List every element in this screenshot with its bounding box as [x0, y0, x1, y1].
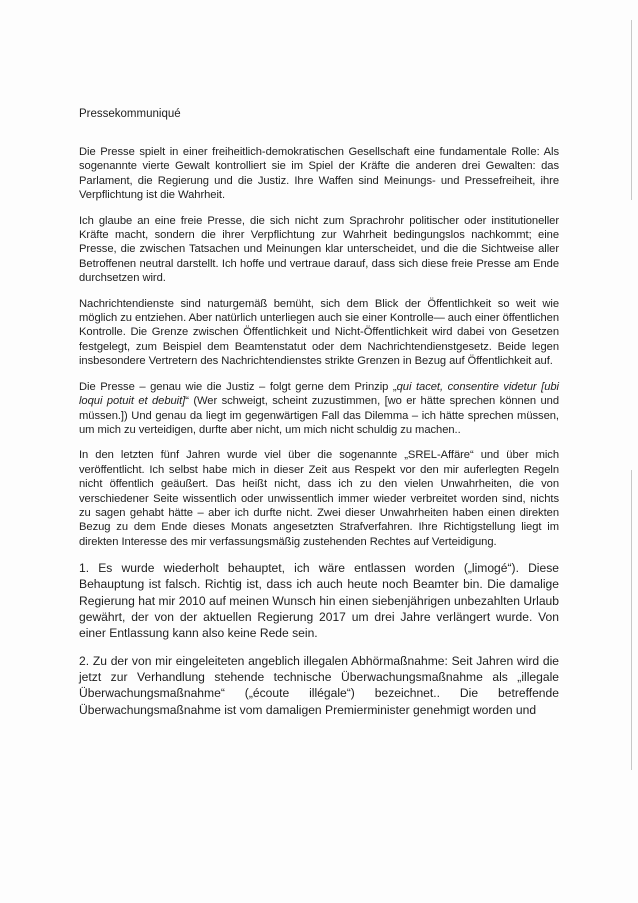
scan-edge-mark: [631, 470, 632, 770]
document-body: [79, 107, 559, 729]
latin-quote: qui tacet, consentire videtur [ubi loqui potuit et debuit]: [79, 380, 559, 408]
paragraph-text: “ (Wer schweigt, scheint zuzustimmen, [wo er hätte sprechen können und müssen.]) Und genau da liegt im gegenwärtigen Fall das Dilemma – ich hätte sprechen müssen, um mich zu verteidigen, durfte aber nicht, um mich nicht schuldig zu machen..: [79, 395, 559, 436]
paragraph-point-2: 2. Zu der von mir eingeleiteten angeblich illegalen Abhörmaßnahme: Seit Jahren wird die jetzt zur Verhandlung stehende technische Überwachungsmaßnahme als „illegale Überwachungsmaßnahme“ („écoute illégale“) bezeichnet.. Die betreffende Überwachungsmaßnahme ist vom damaligen Premierminister genehmigt worden und: [79, 653, 559, 717]
paragraph-intelligence-services: Nachrichtendienste sind naturgemäß bemüht, sich dem Blick der Öffentlichkeit so weit wie möglich zu entziehen. Aber natürlich unterliegen auch sie einer Kontrolle— auch einer öffentlichen Kontrolle. Die Grenze zwischen Öffentlichkeit und Nicht-Öffentlichkeit wird dabei von Gesetzen festgelegt, zum Beispiel dem Beamtenstatut oder dem Nachrichtendienstgesetz. Beide legen insbesondere Vertretern des Nachrichtendienstes strikte Grenzen in Bezug auf Öffentlichkeit auf.: [79, 297, 559, 368]
paragraph-point-1: 1. Es wurde wiederholt behauptet, ich wäre entlassen worden („limogé“). Diese Behauptung ist falsch. Richtig ist, dass ich auch heute noch Beamter bin. Die damalige Regierung hat mir 2010 auf meinen Wunsch hin einen siebenjährigen unbezahlten Urlaub gewährt, der von der aktuellen Regierung 2017 um drei Jahre verlängert wurde. Von einer Entlassung kann also keine Rede sein.: [79, 561, 559, 641]
paragraph-free-press: Ich glaube an eine freie Presse, die sich nicht zum Sprachrohr politischer oder institutioneller Kräfte macht, sondern die ihrer Verpflichtung zur Wahrheit bedingungslos nachkommt; eine Presse, die zwischen Tatsachen und Meinungen klar unterscheidet, und die die Sichtweise aller Betroffenen neutral darstellt. Ich hoffe und vertraue darauf, dass sich diese freie Presse am Ende durchsetzen wird.: [79, 214, 559, 285]
paragraph-silence-principle: [79, 380, 559, 438]
scan-edge-mark: [631, 20, 632, 200]
paragraph-text: Die Presse – genau wie die Justiz – folgt gerne dem Prinzip „: [79, 380, 397, 393]
document-heading: Pressekommuniqué: [79, 108, 181, 120]
paragraph-srel-affair: In den letzten fünf Jahren wurde viel über die sogenannte „SREL-Affäre“ und über mich veröffentlicht. Ich selbst habe mich in dieser Zeit aus Respekt vor den mir auferlegten Regeln nicht öffentlich geäußert. Das heißt nicht, dass ich zu den vielen Unwahrheiten, die von verschiedener Seite wissentlich oder unwissentlich immer wieder verbreitet worden sind, nichts zu sagen gehabt hätte – aber ich durfte nicht. Zwei dieser Unwahrheiten haben einen direkten Bezug zu dem Ende dieses Monats angesetzten Strafverfahren. Ihre Richtigstellung liegt im direkten Interesse des mir verfassungsmäßig zustehenden Rechtes auf Verteidigung.: [79, 449, 559, 548]
paragraph-press-role: Die Presse spielt in einer freiheitlich-demokratischen Gesellschaft eine fundamentale Rolle: Als sogenannte vierte Gewalt kontrolliert sie im Spiel der Kräfte die anderen drei Gewalten: das Parlament, die Regierung und die Justiz. Ihre Waffen sind Meinungs- und Pressefreiheit, ihre Verpflichtung ist die Wahrheit.: [79, 146, 559, 202]
